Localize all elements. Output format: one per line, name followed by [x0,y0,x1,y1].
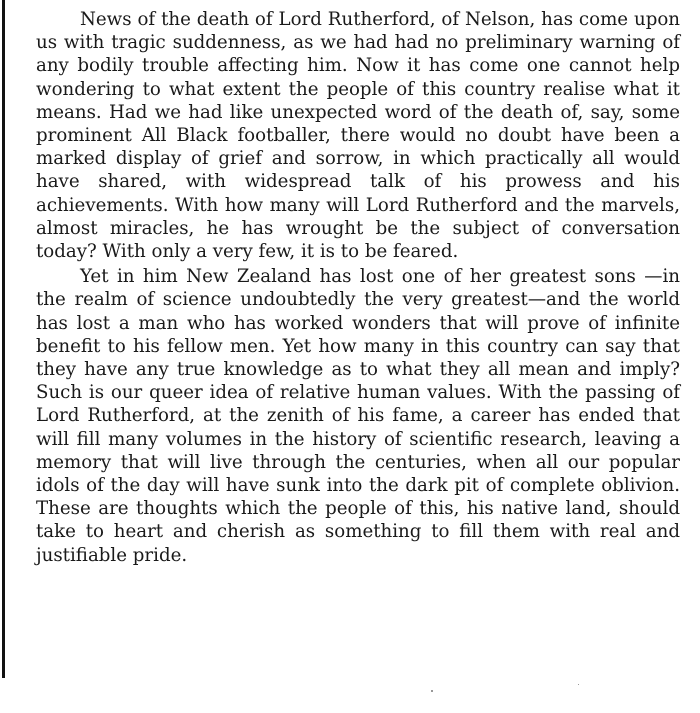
column-rule [2,0,5,678]
paragraph-1: News of the death of Lord Rutherford, of Nelson, has come upon us with tragic suddenness, as we had had no preliminary warning of any bodily trouble affecting him. Now it has come one cannot help wondering to what extent the people of this country realise what it means. Had we had like unexpected word of the death of, say, some prominent All Black footballer, there would no doubt have been a marked display of grief and sorrow, in which practically all would have shared, with widespread talk of his prowess and his achievements. With how many will Lord Rutherford and the marvels, almost miracles, he has wrought be the subject of conversation today? With only a very few, it is to be feared. [36,9,680,263]
print-speck [578,684,579,685]
paragraph-2: Yet in him New Zealand has lost one of her greatest sons —in the realm of science undoubtedly the very greatest—and the world has lost a man who has worked wonders that will prove of infinite benefit to his fellow men. Yet how many in this country can say that they have any true knowledge as to what they all mean and imply? Such is our queer idea of relative human values. With the passing of Lord Rutherford, at the zenith of his fame, a career has ended that will fill many volumes in the history of scientific research, leaving a memory that will live through the centuries, when all our popular idols of the day will have sunk into the dark pit of complete oblivion. These are thoughts which the people of this, his native land, should take to heart and cherish as something to fill them with real and justifiable pride. [36,266,680,566]
print-speck [431,690,433,692]
article-body [36,8,680,567]
